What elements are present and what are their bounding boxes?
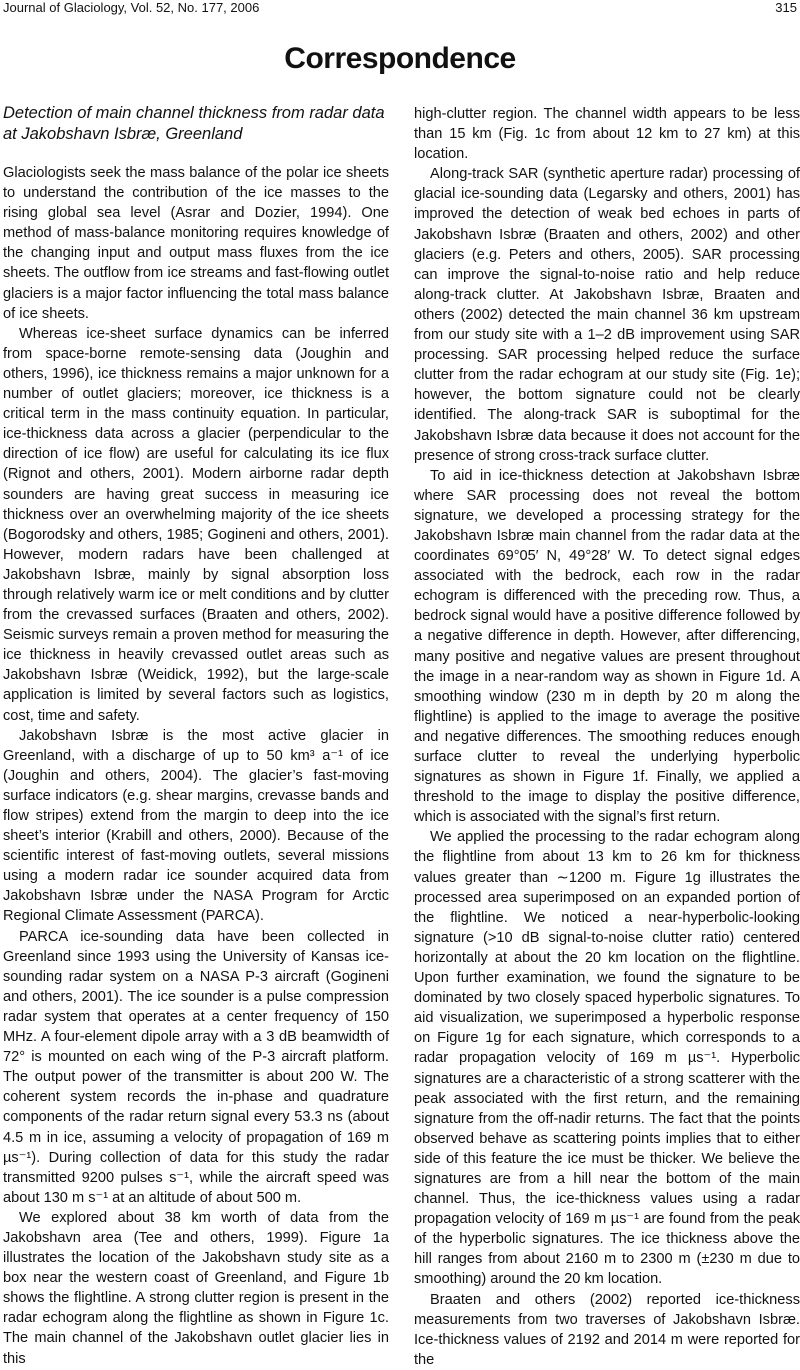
paragraph: high-clutter region. The channel width appears to be less than 15 km (Fig. 1c from about 12 km to 27 km) at this location. [414, 106, 800, 163]
paragraph: We explored about 38 km worth of data from the Jakobshavn area (Tee and others, 1999). Figure 1a illustrates the location of the Jakobshavn study site as a box near the western coast of Greenland, and Figure 1b shows the flightline. A strong clutter region is present in the radar echogram along the flightline as shown in Figure 1c. The main channel of the Jakobshavn outlet glacier lies in this [3, 1209, 389, 1367]
paragraph: We applied the processing to the radar echogram along the flightline from about 13 km to 26 km for thickness values greater than ∼1200 m. Figure 1g illustrates the processed area superimposed on an expanded portion of the flightline. We noticed a near-hyperbolic-looking signature (>10 dB signal-to-noise clutter ratio) centered horizontally at about the 20 km location on the flightline. Upon further examination, we found the signature to be dominated by two closely spaced hyperbolic signatures. To aid visualization, we superimposed a hyperbolic response on Figure 1g for each signature, which corresponds to a radar propagation velocity of 169 m µs⁻¹. Hyperbolic signatures are a characteristic of a strong scatterer with the peak associated with the first return, and the remaining signature from the off-nadir returns. The fact that the points observed behave as scattering points implies that to either side of this feature the ice must be thicker. We believe the signatures are from a hill near the bottom of the main channel. Thus, the ice-thickness values using a radar propagation velocity of 169 m µs⁻¹ are found from the peak of the hyperbolic signatures. The ice thickness above the hill ranges from about 2160 m to 2300 m (±230 m due to smoothing) around the 20 km location. [414, 829, 800, 1288]
paragraph: Jakobshavn Isbræ is the most active glacier in Greenland, with a discharge of up to 50 km³ a⁻¹ of ice (Joughin and others, 2004). The glacier’s fast-moving surface indicators (e.g. shear margins, crevasse bands and flow stripes) extend from the margin to deep into the ice sheet’s interior (Krabill and others, 2000). Because of the scientific interest of fast-moving outlets, several missions using a modern radar ice sounder acquired data from Jakobshavn Isbræ under the NASA Program for Arctic Regional Climate Assessment (PARCA). [3, 727, 389, 925]
running-header-journal: Journal of Glaciology, Vol. 52, No. 177, 2006 [3, 0, 260, 15]
right-column [414, 104, 800, 1370]
paragraph: To aid in ice-thickness detection at Jakobshavn Isbræ where SAR processing does not reveal the bottom signature, we developed a processing strategy for the Jakobshavn Isbræ main channel from the radar data at the coordinates 69°05′ N, 49°28′ W. To detect signal edges associated with the bedrock, each row in the radar echogram is differenced with the preceding row. Thus, a bedrock signal would have a positive difference followed by a negative difference in depth. However, after differencing, many positive and negative values are present throughout the image in a near-random way as shown in Figure 1d. A smoothing window (230 m in depth by 20 m along the flightline) is applied to the image to average the positive and negative differences. The smoothing reduces enough surface clutter to reveal the underlying hyperbolic signatures as shown in Figure 1f. Finally, we applied a threshold to the image to display the positive difference, which is associated with the signal’s first return. [414, 467, 800, 826]
paragraph: Braaten and others (2002) reported ice-thickness measurements from two traverses of Jakobshavn Isbræ. Ice-thickness values of 2192 and 2014 m were reported for the [414, 1291, 800, 1368]
left-column [3, 103, 389, 1369]
paragraph: Glaciologists seek the mass balance of the polar ice sheets to understand the contribution of the ice masses to the rising global sea level (Asrar and Dozier, 1994). One method of mass-balance monitoring requires knowledge of the changing input and output mass fluxes from the ice sheets. The outflow from ice streams and fast-flowing outlet glaciers is a major factor influencing the total mass balance of ice sheets. [3, 165, 389, 322]
paragraph: Whereas ice-sheet surface dynamics can be inferred from space-borne remote-sensing data (Joughin and others, 1996), ice thickness remains a major unknown for a number of outlet glaciers; moreover, ice thickness is a critical term in the mass continuity equation. In particular, ice-thickness data across a glacier (perpendicular to the direction of ice flow) are useful for calculating its ice flux (Rignot and others, 2001). Modern airborne radar depth sounders are having great success in measuring ice thickness over an overwhelming majority of the ice sheets (Bogorodsky and others, 1985; Gogineni and others, 2001). However, modern radars have been challenged at Jakobshavn Isbræ, mainly by signal absorption loss through relatively warm ice or melt conditions and by clutter from the crevassed surfaces (Braaten and others, 2002). Seismic surveys remain a proven method for measuring the ice thickness in heavily crevassed outlet areas such as Jakobshavn Isbræ (Weidick, 1992), but the large-scale application is limited by several factors such as logistics, cost, time and safety. [3, 325, 389, 724]
page-number: 315 [775, 0, 797, 15]
article-title: Detection of main channel thickness from radar data at Jakobshavn Isbræ, Greenland [3, 104, 385, 143]
section-title: Correspondence [284, 42, 516, 75]
paragraph: Along-track SAR (synthetic aperture radar) processing of glacial ice-sounding data (Legarsky and others, 2001) has improved the detection of weak bed echoes in parts of Jakobshavn Isbræ (Braaten and others, 2002) and other glaciers (e.g. Peters and others, 2005). SAR processing can improve the signal-to-noise ratio and help reduce along-track clutter. At Jakobshavn Isbræ, Braaten and others (2002) detected the main channel 36 km upstream from our study site with a 1–2 dB improvement using SAR processing. SAR processing helped reduce the surface clutter from the radar echogram at our study site (Fig. 1e); however, the bottom signature could not be clearly identified. The along-track SAR is suboptimal for the Jakobshavn Isbræ data because it does not account for the presence of strong cross-track surface clutter. [414, 166, 800, 464]
paragraph: PARCA ice-sounding data have been collected in Greenland since 1993 using the University of Kansas ice-sounding radar system on a NASA P-3 aircraft (Gogineni and others, 2001). The ice sounder is a pulse compression radar system that operates at a center frequency of 150 MHz. A four-element dipole array with a 3 dB beamwidth of 72° is mounted on each wing of the P-3 aircraft platform. The output power of the transmitter is about 200 W. The coherent system records the in-phase and quadrature components of the radar return signal every 53.3 ns (about 4.5 m in ice, assuming a velocity of propagation of 169 m µs⁻¹). During collection of data for this study the radar transmitted 9200 pulses s⁻¹, while the aircraft speed was about 130 m s⁻¹ at an altitude of about 500 m. [3, 928, 389, 1206]
